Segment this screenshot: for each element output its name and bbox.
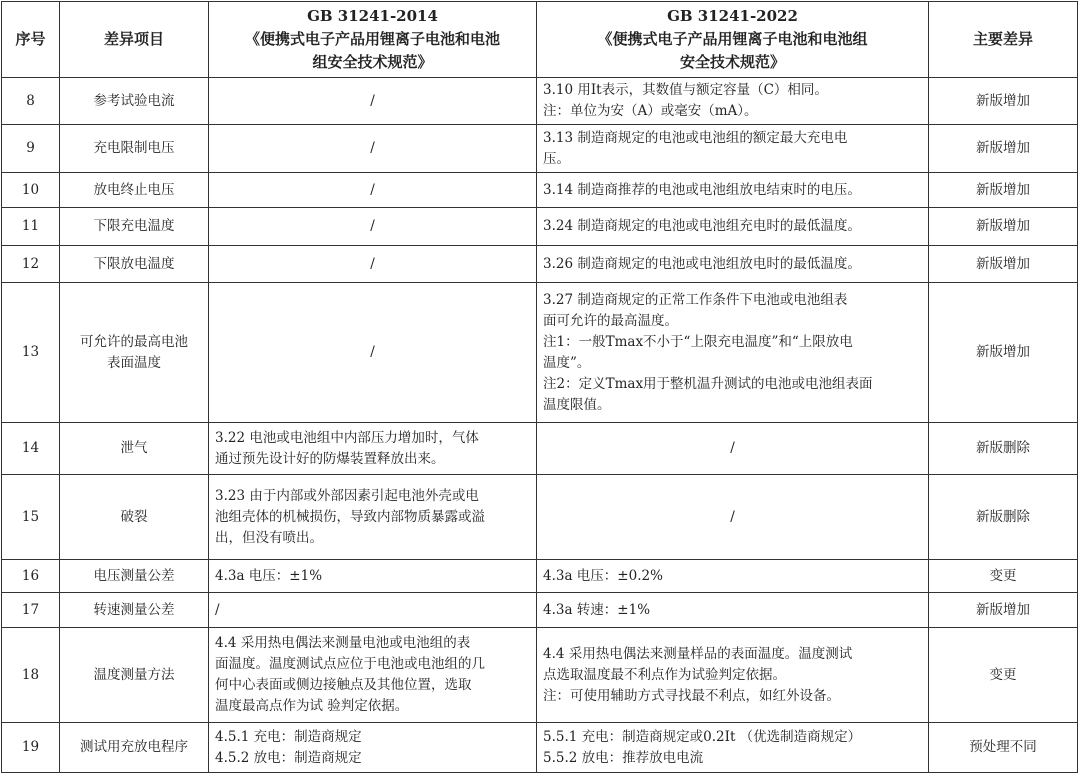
row-number: 16 (2, 560, 60, 593)
row-number: 13 (2, 283, 60, 423)
difference-item: 下限放电温度 (60, 246, 209, 283)
row-number: 14 (2, 423, 60, 475)
row-number: 8 (2, 78, 60, 125)
old-standard-clause: 3.23 由于内部或外部因素引起电池外壳或电 池组壳体的机械损伤，导致内部物质暴露或溢 出，但没有喷出。 (209, 475, 537, 560)
difference-item: 测试用充放电程序 (60, 723, 209, 773)
row-number: 19 (2, 723, 60, 773)
row-number: 15 (2, 475, 60, 560)
row-number: 17 (2, 593, 60, 628)
row-number: 10 (2, 173, 60, 208)
main-difference: 新版增加 (929, 246, 1078, 283)
old-standard-clause: / (209, 593, 537, 628)
main-difference: 新版增加 (929, 173, 1078, 208)
old-standard-clause: 4.5.1 充电：制造商规定 4.5.2 放电：制造商规定 (209, 723, 537, 773)
table-row (2, 173, 1078, 208)
old-standard-clause: 3.22 电池或电池组中内部压力增加时，气体 通过预先设计好的防爆装置释放出来。 (209, 423, 537, 475)
old-standard-clause: / (209, 283, 537, 423)
table-row (2, 475, 1078, 560)
table-row (2, 208, 1078, 246)
table-row (2, 78, 1078, 125)
row-number: 12 (2, 246, 60, 283)
row-number: 18 (2, 628, 60, 723)
new-standard-clause: 4.3a 转速：±1% (537, 593, 929, 628)
old-standard-clause: / (209, 125, 537, 173)
new-standard-clause: 5.5.1 充电：制造商规定或0.2It （优选制造商规定） 5.5.2 放电：推荐放电电流 (537, 723, 929, 773)
old-standard-clause: / (209, 208, 537, 246)
main-difference: 新版增加 (929, 283, 1078, 423)
old-standard-clause: / (209, 173, 537, 208)
main-difference: 新版删除 (929, 475, 1078, 560)
difference-item: 破裂 (60, 475, 209, 560)
header-new-standard: GB 31241-2022 《便携式电子产品用锂离子电池和电池组 安全技术规范》 (537, 2, 929, 78)
header-item: 差异项目 (60, 2, 209, 78)
new-standard-clause: 3.27 制造商规定的正常工作条件下电池或电池组表 面可允许的最高温度。 注1：一般Tmax不小于“上限充电温度”和“上限放电 温度”。 注2：定义Tmax用于整机温升测试的电池或电池组表面 温度限值。 (537, 283, 929, 423)
table-row (2, 560, 1078, 593)
table-row (2, 593, 1078, 628)
new-standard-clause: 3.26 制造商规定的电池或电池组放电时的最低温度。 (537, 246, 929, 283)
main-difference: 新版删除 (929, 423, 1078, 475)
main-difference: 新版增加 (929, 125, 1078, 173)
difference-item: 可允许的最高电池 表面温度 (60, 283, 209, 423)
difference-item: 放电终止电压 (60, 173, 209, 208)
new-standard-clause: / (537, 423, 929, 475)
difference-item: 充电限制电压 (60, 125, 209, 173)
header-difference: 主要差异 (929, 2, 1078, 78)
table-row (2, 423, 1078, 475)
header-old-standard: GB 31241-2014 《便携式电子产品用锂离子电池和电池 组安全技术规范》 (209, 2, 537, 78)
old-standard-clause: / (209, 78, 537, 125)
difference-item: 下限充电温度 (60, 208, 209, 246)
table-row (2, 283, 1078, 423)
new-standard-clause: 4.4 采用热电偶法来测量样品的表面温度。温度测试 点选取温度最不利点作为试验判定依据。 注：可使用辅助方式寻找最不利点，如红外设备。 (537, 628, 929, 723)
main-difference: 新版增加 (929, 78, 1078, 125)
table-row (2, 246, 1078, 283)
table-row (2, 125, 1078, 173)
difference-item: 转速测量公差 (60, 593, 209, 628)
new-standard-clause: 3.10 用It表示，其数值与额定容量（C）相同。 注：单位为安（A）或毫安（mA）。 (537, 78, 929, 125)
new-standard-clause: 3.24 制造商规定的电池或电池组充电时的最低温度。 (537, 208, 929, 246)
header-no: 序号 (2, 2, 60, 78)
table-row (2, 628, 1078, 723)
main-difference: 变更 (929, 560, 1078, 593)
row-number: 11 (2, 208, 60, 246)
new-standard-clause: / (537, 475, 929, 560)
old-standard-clause: 4.3a 电压：±1% (209, 560, 537, 593)
new-standard-clause: 3.14 制造商推荐的电池或电池组放电结束时的电压。 (537, 173, 929, 208)
difference-item: 参考试验电流 (60, 78, 209, 125)
old-standard-clause: 4.4 采用热电偶法来测量电池或电池组的表 面温度。温度测试点应位于电池或电池组的几 何中心表面或侧边接触点及其他位置，选取 温度最高点作为试 验判定依据。 (209, 628, 537, 723)
standard-comparison-table (1, 1, 1078, 773)
main-difference: 新版增加 (929, 208, 1078, 246)
main-difference: 预处理不同 (929, 723, 1078, 773)
new-standard-clause: 4.3a 电压：±0.2% (537, 560, 929, 593)
difference-item: 泄气 (60, 423, 209, 475)
row-number: 9 (2, 125, 60, 173)
header-row (2, 2, 1078, 78)
main-difference: 变更 (929, 628, 1078, 723)
difference-item: 电压测量公差 (60, 560, 209, 593)
new-standard-clause: 3.13 制造商规定的电池或电池组的额定最大充电电 压。 (537, 125, 929, 173)
table-row (2, 723, 1078, 773)
difference-item: 温度测量方法 (60, 628, 209, 723)
old-standard-clause: / (209, 246, 537, 283)
main-difference: 新版增加 (929, 593, 1078, 628)
